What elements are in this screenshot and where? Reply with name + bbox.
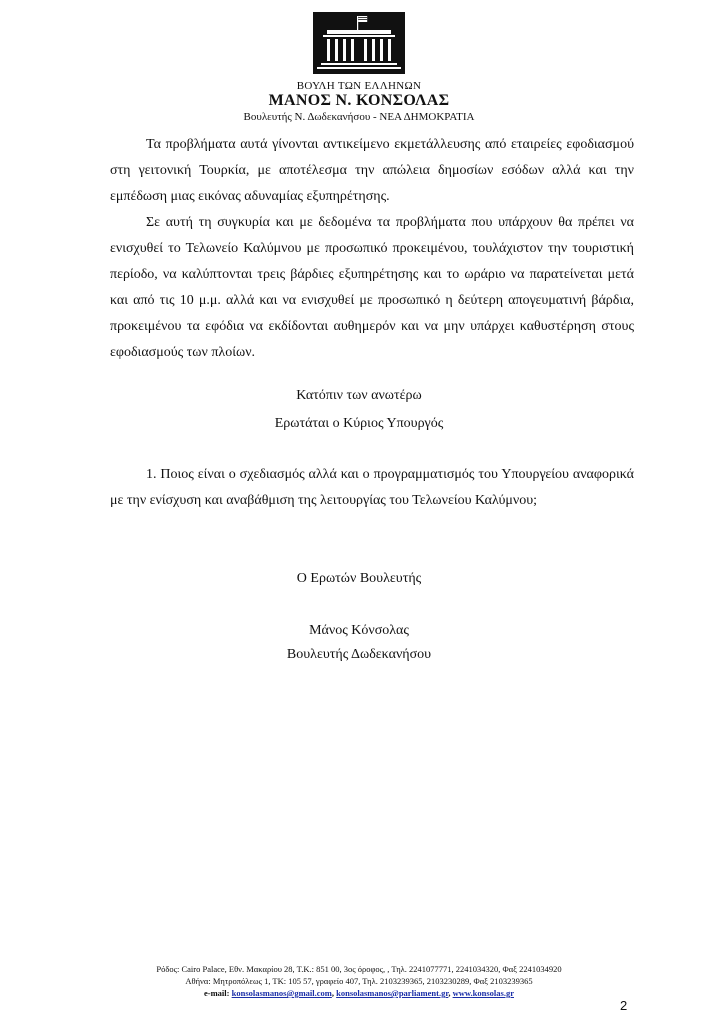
organization-name: ΒΟΥΛΗ ΤΩΝ ΕΛΛΗΝΩΝ (296, 80, 422, 92)
footer-contacts: e-mail: konsolasmanos@gmail.com, konsolasmanos@parliament.gr, www.konsolas.gr (204, 988, 514, 998)
closing-line: Κατόπιν των ανωτέρω (296, 388, 422, 403)
body-text (110, 132, 634, 366)
parliament-emblem-icon (313, 12, 405, 74)
body-paragraph: Σε αυτή τη συγκυρία και με δεδομένα τα προβλήματα που υπάρχουν θα πρέπει να ενισχυθεί το Τελωνείο Καλύμνου με προσωπικό προκειμένου, τουλάχιστον την τουριστική περίοδο, να καλύπτονται τρεις βάρδιες εξυπηρέτησης και το ωράριο να παρατείνεται μετά και από τις 10 μ.μ. αλλά και να ενισχυθεί με προσωπικό η δεύτερη απογευματινή βάρδια, προκειμένου τα εφόδια να εκδίδονται αυθημερόν και να μην υπάρχει καθυστέρηση στους εφοδιασμούς των πλοίων. (110, 215, 634, 360)
email-link-parliament[interactable]: konsolasmanos@parliament.gr (336, 988, 449, 998)
email-link-gmail[interactable]: konsolasmanos@gmail.com (231, 988, 332, 998)
signature-role: Ο Ερωτών Βουλευτής (296, 571, 422, 586)
email-label: e-mail: (204, 988, 230, 998)
signature-name: Μάνος Κόνσολας (309, 623, 409, 638)
letterhead (0, 12, 718, 123)
footer (0, 963, 718, 999)
question-text: 1. Ποιος είναι ο σχεδιασμός αλλά και ο προγραμματισμός του Υπουργείου αναφορικά με την ενίσχυση και αναβάθμιση της λειτουργίας του Τελωνείου Καλύμνου; (110, 467, 634, 508)
closing-line: Ερωτάται ο Κύριος Υπουργός (274, 416, 444, 431)
mp-subtitle: Βουλευτής Ν. Δωδεκανήσου - ΝΕΑ ΔΗΜΟΚΡΑΤΙΑ (243, 111, 475, 123)
body-paragraph: Τα προβλήματα αυτά γίνονται αντικείμενο εκμετάλλευσης από εταιρείες εφοδιασμού στη γειτονική Τουρκία, με αποτέλεσμα την απώλεια δημοσίων εσόδων αλλά και την εμπέδωση μιας εικόνας αδυναμίας εξυπηρέτησης. (110, 137, 634, 204)
page-number: 2 (620, 998, 628, 1013)
mp-name: ΜΑΝΟΣ Ν. ΚΟΝΣΟΛΑΣ (268, 92, 450, 109)
website-link[interactable]: www.konsolas.gr (452, 988, 514, 998)
signature-title: Βουλευτής Δωδεκανήσου (286, 647, 432, 662)
footer-athens-address: Αθήνα: Μητροπόλεως 1, ΤΚ: 105 57, γραφείο 407, Τηλ. 2103239365, 2103230289, Φαξ 2103239365 (185, 976, 533, 986)
question-block (110, 462, 634, 514)
footer-rhodes-address: Ρόδος: Cairo Palace, Εθν. Μακαρίου 28, Τ.Κ.: 851 00, 3ος όροφος, , Τηλ. 2241077771, 2241034320, Φαξ 2241034920 (156, 964, 562, 974)
